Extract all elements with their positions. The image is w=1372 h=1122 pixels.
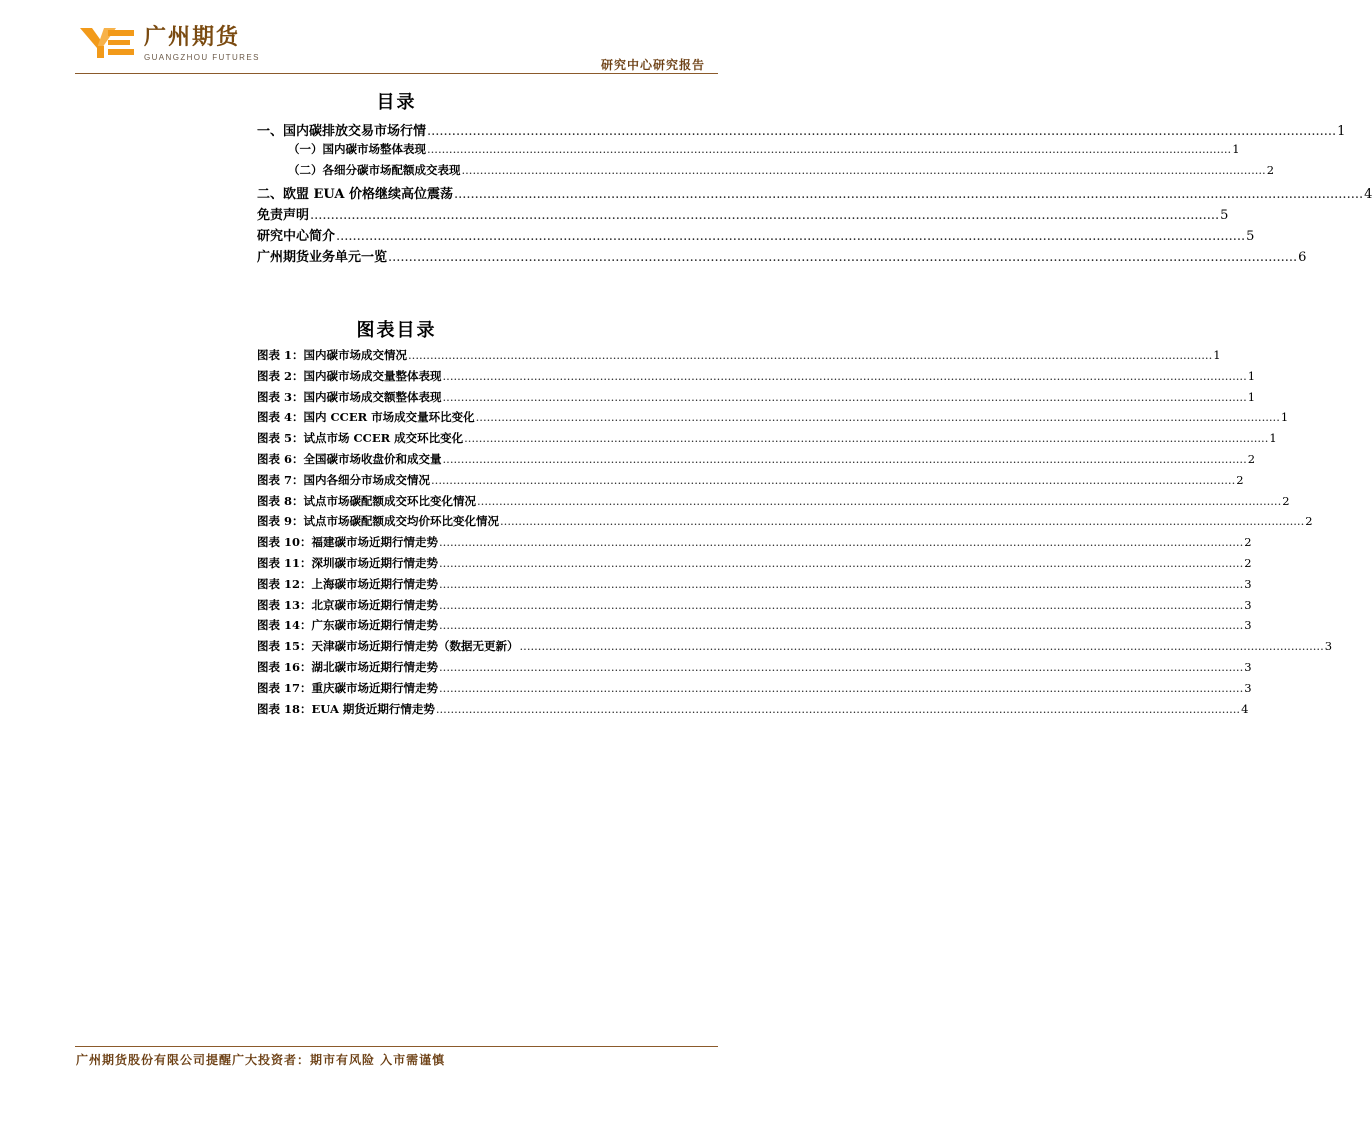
company-logo bbox=[80, 26, 260, 62]
figure-entry-page: 1 bbox=[1213, 348, 1221, 362]
header-divider bbox=[75, 73, 718, 74]
figure-entry-label: 图表 17：重庆碳市场近期行情走势 bbox=[257, 680, 439, 695]
figure-entry-page: 2 bbox=[1282, 493, 1290, 508]
figure-entry[interactable] bbox=[257, 576, 1252, 597]
company-name-cn: 广州期货 bbox=[144, 25, 241, 50]
table-of-contents bbox=[257, 120, 1372, 267]
figure-entry[interactable] bbox=[257, 659, 1252, 680]
figure-entry-page: 1 bbox=[1269, 431, 1277, 446]
figure-entry-label: 图表 16：湖北碳市场近期行情走势 bbox=[257, 659, 439, 674]
figure-entry-page: 2 bbox=[1244, 535, 1252, 550]
figure-entry-label: 图表 8：试点市场碳配额成交环比变化情况 bbox=[257, 493, 477, 508]
figure-entry[interactable] bbox=[257, 617, 1252, 638]
toc-entry-label: （一）国内碳市场整体表现 bbox=[288, 142, 426, 156]
figure-entry-page: 4 bbox=[1241, 701, 1249, 716]
figure-entry-page: 3 bbox=[1244, 576, 1252, 591]
figure-entry-label: 图表 14：广东碳市场近期行情走势 bbox=[257, 618, 439, 633]
figure-entry-page: 2 bbox=[1247, 451, 1256, 466]
dot-leader: ............................................................................................................................................................................................................................ bbox=[388, 250, 1298, 265]
figure-entry-page: 2 bbox=[1305, 514, 1313, 529]
figure-entry-page: 2 bbox=[1244, 555, 1252, 570]
dot-leader: ............................................................................................................................................................................................................................ bbox=[442, 389, 1247, 404]
dot-leader: ............................................................................................................................................................................................................................ bbox=[435, 701, 1241, 716]
toc-entry[interactable] bbox=[257, 120, 1346, 141]
toc-entry-label: 研究中心简介 bbox=[257, 229, 336, 244]
dot-leader: ............................................................................................................................................................................................................................ bbox=[431, 472, 1236, 487]
figure-entry-label: 图表 3：国内碳市场成交额整体表现 bbox=[257, 389, 442, 404]
dot-leader: ............................................................................................................................................................................................................................ bbox=[519, 639, 1324, 654]
dot-leader: ............................................................................................................................................................................................................................ bbox=[427, 142, 1232, 156]
dot-leader: ............................................................................................................................................................................................................................ bbox=[439, 555, 1244, 570]
toc-entry-label: （二）各细分碳市场配额成交表现 bbox=[288, 163, 461, 177]
dot-leader: ............................................................................................................................................................................................................................ bbox=[439, 680, 1244, 695]
figure-entry-label: 图表 11：深圳碳市场近期行情走势 bbox=[257, 555, 439, 570]
dot-leader: ............................................................................................................................................................................................................................ bbox=[461, 163, 1266, 177]
toc-entry-page: 5 bbox=[1220, 208, 1229, 223]
figure-entry-page: 2 bbox=[1236, 472, 1244, 487]
figure-entry[interactable] bbox=[257, 534, 1252, 555]
figure-entry[interactable] bbox=[257, 368, 1256, 389]
footer-divider bbox=[75, 1046, 718, 1047]
report-type: 研究中心研究报告 bbox=[600, 58, 705, 72]
dot-leader: ............................................................................................................................................................................................................................ bbox=[475, 410, 1280, 425]
figure-entry[interactable] bbox=[257, 493, 1290, 514]
figure-entry-label: 图表 1：国内碳市场成交情况 bbox=[257, 348, 408, 362]
toc-entry-page: 1 bbox=[1337, 124, 1346, 139]
figure-entry-label: 图表 10：福建碳市场近期行情走势 bbox=[257, 535, 439, 550]
dot-leader: ............................................................................................................................................................................................................................ bbox=[439, 659, 1244, 674]
dot-leader: ............................................................................................................................................................................................................................ bbox=[500, 514, 1305, 529]
figures-title: 图表目录 bbox=[356, 320, 437, 341]
toc-entry-page: 4 bbox=[1364, 187, 1372, 202]
figure-entry-page: 3 bbox=[1244, 618, 1252, 633]
figure-entry[interactable] bbox=[257, 472, 1244, 493]
toc-title: 目录 bbox=[376, 92, 417, 113]
toc-entry[interactable] bbox=[257, 225, 1255, 246]
figure-entry-label: 图表 4：国内 CCER 市场成交量环比变化 bbox=[257, 410, 475, 425]
figure-entry-page: 3 bbox=[1244, 597, 1252, 612]
dot-leader: ............................................................................................................................................................................................................................ bbox=[427, 124, 1337, 139]
company-logo-icon bbox=[80, 26, 138, 60]
figure-entry-label: 图表 6：全国碳市场收盘价和成交量 bbox=[257, 451, 442, 466]
dot-leader: ............................................................................................................................................................................................................................ bbox=[442, 451, 1247, 466]
figure-entry[interactable] bbox=[257, 389, 1256, 410]
figure-entry-label: 图表 15：天津碳市场近期行情走势（数据无更新） bbox=[257, 639, 519, 654]
figure-entry[interactable] bbox=[257, 451, 1256, 472]
figure-entry-label: 图表 18：EUA 期货近期行情走势 bbox=[257, 701, 435, 716]
toc-entry-page: 5 bbox=[1246, 229, 1255, 244]
toc-entry[interactable] bbox=[257, 204, 1229, 225]
figure-entry[interactable] bbox=[257, 555, 1252, 576]
toc-entry-label: 一、国内碳排放交易市场行情 bbox=[257, 124, 427, 139]
figure-entry[interactable] bbox=[257, 638, 1333, 659]
dot-leader: ............................................................................................................................................................................................................................ bbox=[464, 431, 1269, 446]
figure-entry[interactable] bbox=[257, 347, 1221, 368]
dot-leader: ............................................................................................................................................................................................................................ bbox=[439, 597, 1244, 612]
dot-leader: ............................................................................................................................................................................................................................ bbox=[442, 368, 1247, 383]
figure-entry-page: 3 bbox=[1244, 659, 1252, 674]
figure-entry-label: 图表 13：北京碳市场近期行情走势 bbox=[257, 597, 439, 612]
figure-list bbox=[257, 347, 1333, 721]
dot-leader: ............................................................................................................................................................................................................................ bbox=[408, 348, 1213, 362]
dot-leader: ............................................................................................................................................................................................................................ bbox=[477, 493, 1282, 508]
figure-entry[interactable] bbox=[257, 597, 1252, 618]
toc-entry-page: 2 bbox=[1266, 163, 1275, 177]
footer-disclaimer: 广州期货股份有限公司提醒广大投资者：期市有风险 入市需谨慎 bbox=[76, 1053, 446, 1067]
dot-leader: ............................................................................................................................................................................................................................ bbox=[336, 229, 1246, 244]
toc-entry-label: 免责声明 bbox=[257, 208, 310, 223]
dot-leader: ............................................................................................................................................................................................................................ bbox=[439, 535, 1244, 550]
dot-leader: ............................................................................................................................................................................................................................ bbox=[439, 618, 1244, 633]
toc-entry[interactable] bbox=[257, 162, 1275, 183]
figure-entry-label: 图表 7：国内各细分市场成交情况 bbox=[257, 472, 431, 487]
figure-entry-page: 1 bbox=[1247, 368, 1256, 383]
toc-entry[interactable] bbox=[257, 183, 1372, 204]
toc-entry-label: 广州期货业务单元一览 bbox=[257, 250, 388, 265]
figure-entry[interactable] bbox=[257, 680, 1252, 701]
dot-leader: ............................................................................................................................................................................................................................ bbox=[310, 208, 1220, 223]
toc-entry[interactable] bbox=[257, 246, 1307, 267]
figure-entry[interactable] bbox=[257, 430, 1277, 451]
figure-entry-label: 图表 12：上海碳市场近期行情走势 bbox=[257, 576, 439, 591]
toc-entry[interactable] bbox=[257, 141, 1240, 162]
figure-entry-label: 图表 2：国内碳市场成交量整体表现 bbox=[257, 368, 442, 383]
figure-entry[interactable] bbox=[257, 513, 1313, 534]
company-name-en: GUANGZHOU FUTURES bbox=[144, 53, 260, 62]
figure-entry-page: 1 bbox=[1280, 410, 1289, 425]
dot-leader: ............................................................................................................................................................................................................................ bbox=[439, 576, 1244, 591]
figure-entry-page: 1 bbox=[1247, 389, 1256, 404]
figure-entry-label: 图表 9：试点市场碳配额成交均价环比变化情况 bbox=[257, 514, 500, 529]
toc-entry-page: 6 bbox=[1298, 250, 1307, 265]
dot-leader: ............................................................................................................................................................................................................................ bbox=[453, 187, 1364, 202]
figure-entry-page: 3 bbox=[1244, 680, 1252, 695]
toc-entry-page: 1 bbox=[1232, 142, 1240, 156]
figure-entry[interactable] bbox=[257, 701, 1249, 722]
figure-entry[interactable] bbox=[257, 409, 1289, 430]
figure-entry-label: 图表 5：试点市场 CCER 成交环比变化 bbox=[257, 431, 464, 446]
figure-entry-page: 3 bbox=[1324, 639, 1333, 654]
toc-entry-label: 二、欧盟 EUA 价格继续高位震荡 bbox=[257, 187, 453, 202]
